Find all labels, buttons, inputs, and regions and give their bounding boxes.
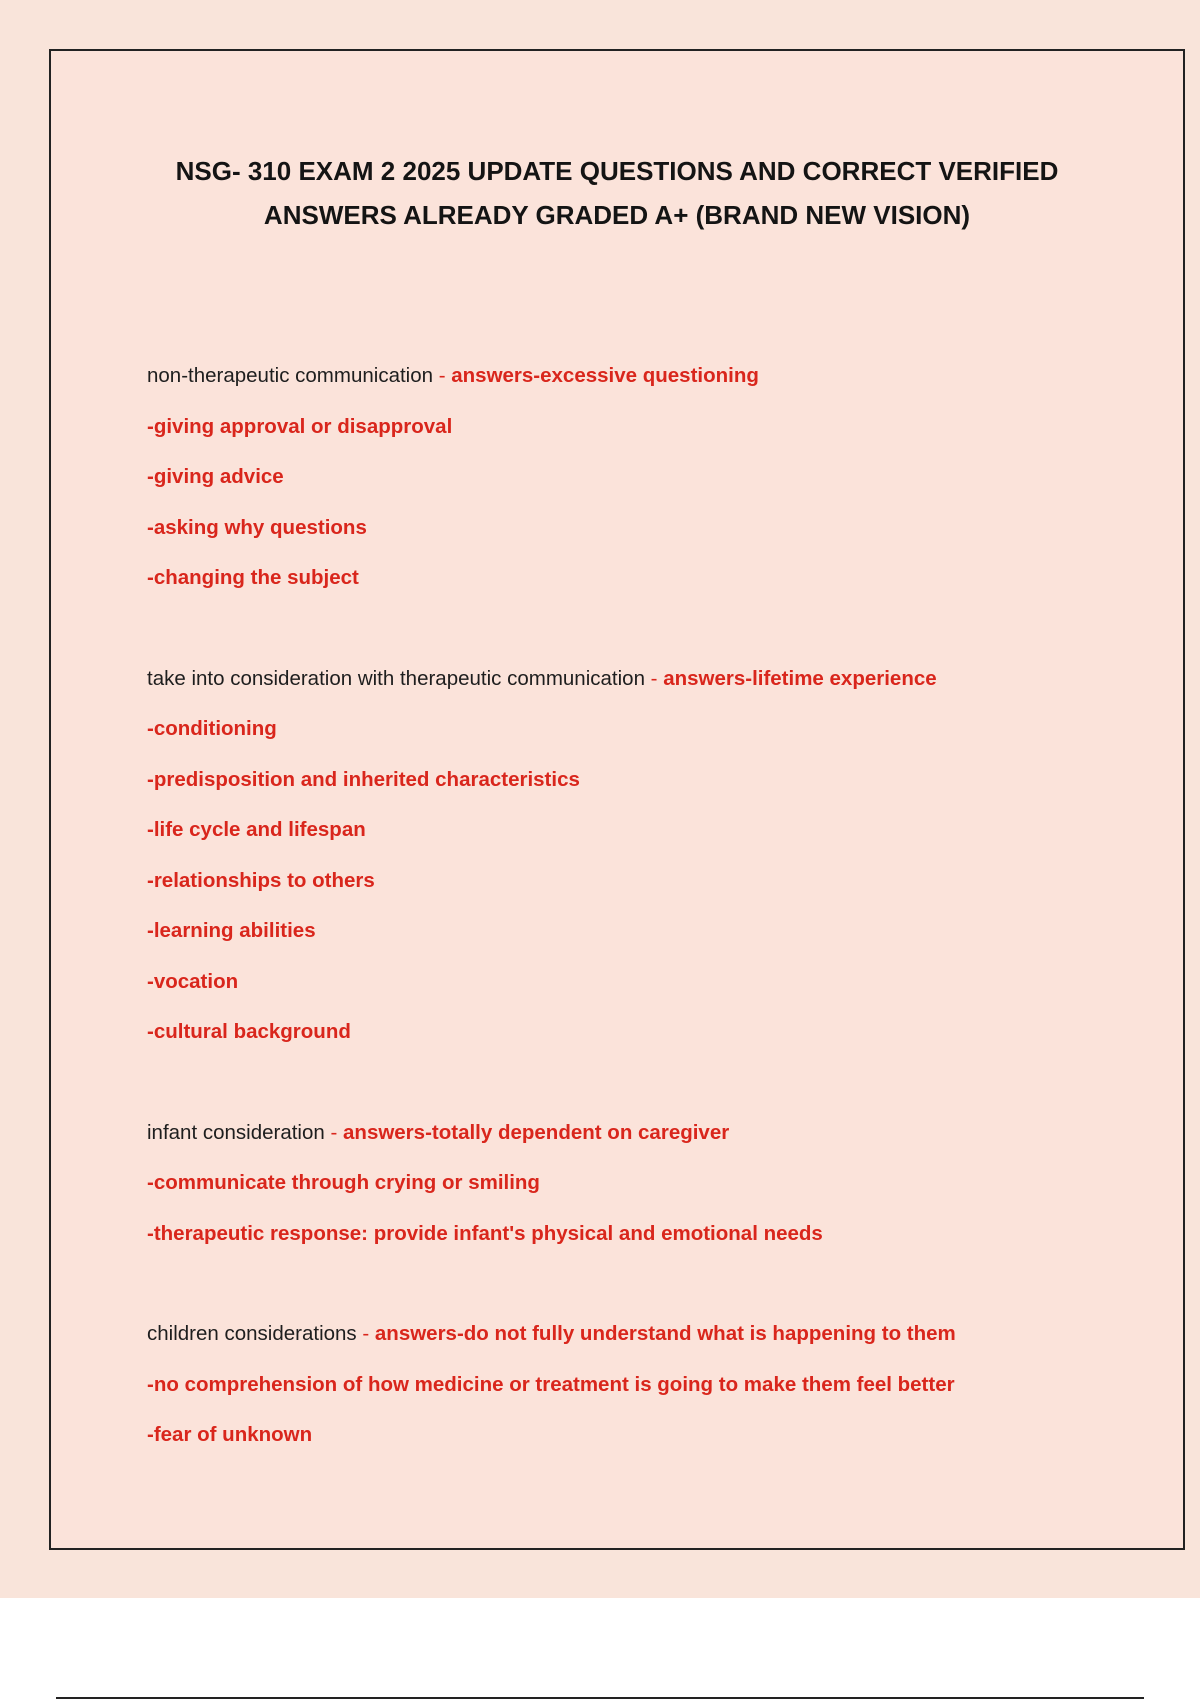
qa-question-line [147, 1108, 1147, 1159]
qa-item [147, 654, 1147, 1058]
question-text: children considerations [147, 1322, 357, 1345]
footer-divider [56, 1697, 1144, 1699]
answer-line: -changing the subject [147, 566, 359, 589]
answer-line: -fear of unknown [147, 1423, 313, 1446]
answer-text: answers-do not fully understand what is happening to them [374, 1322, 956, 1345]
qa-item [147, 351, 1147, 604]
answer-line: -therapeutic response: provide infant's physical and emotional needs [147, 1221, 823, 1245]
title-line-1: NSG- 310 EXAM 2 2025 UPDATE QUESTIONS AND CORRECT VERIFIED [175, 156, 1059, 186]
answer-line: -asking why questions [147, 515, 367, 539]
question-answer-separator: - [644, 666, 664, 690]
answer-text: answers-excessive questioning [451, 364, 759, 387]
qa-item [147, 1108, 1147, 1260]
answer-text: answers-totally dependent on caregiver [343, 1120, 730, 1144]
answer-line: -no comprehension of how medicine or treatment is going to make them feel better [147, 1372, 955, 1396]
title-line-2: ANSWERS ALREADY GRADED A+ (BRAND NEW VISION) [263, 200, 971, 230]
answer-line: -giving advice [147, 465, 284, 488]
answer-line: -relationships to others [147, 868, 375, 892]
answer-line: -giving approval or disapproval [147, 414, 453, 438]
answer-line: -life cycle and lifespan [147, 818, 366, 841]
question-answer-separator: - [433, 364, 452, 387]
answer-line: -communicate through crying or smiling [147, 1171, 540, 1194]
question-text: take into consideration with therapeutic communication [147, 666, 645, 690]
answer-line: -conditioning [147, 717, 277, 740]
answer-line: -vocation [147, 969, 239, 993]
question-answer-separator: - [356, 1322, 375, 1345]
answer-line: -learning abilities [147, 919, 316, 942]
question-answer-separator: - [324, 1120, 344, 1144]
answer-text: answers-lifetime experience [663, 666, 937, 690]
answer-line: -cultural background [147, 1020, 351, 1043]
document-title [111, 149, 1123, 237]
qa-question-line [147, 351, 1147, 402]
qa-question-line [147, 1309, 1147, 1360]
qa-item [147, 1309, 1147, 1461]
document-frame [49, 49, 1185, 1550]
question-text: infant consideration [147, 1120, 325, 1144]
qa-content [147, 351, 1147, 1511]
qa-question-line [147, 654, 1147, 705]
question-text: non-therapeutic communication [147, 364, 434, 387]
answer-line: -predisposition and inherited characteristics [147, 767, 580, 791]
